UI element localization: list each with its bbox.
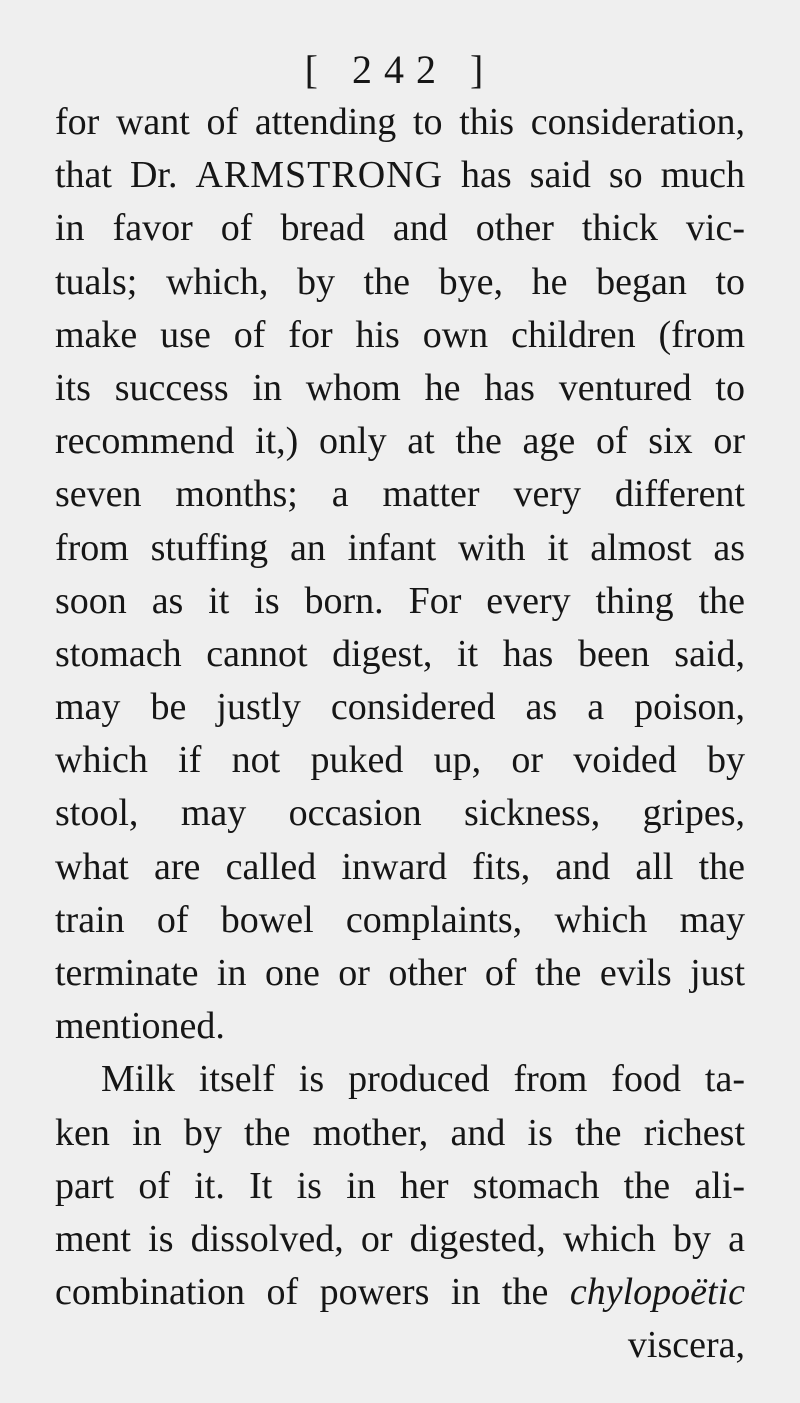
text-line: tuals; which, by the bye, he began to bbox=[55, 260, 745, 303]
page-number: [ 242 ] bbox=[304, 47, 496, 92]
catchword-line: viscera, bbox=[627, 1324, 745, 1367]
text-line: make use of for his own children (from bbox=[55, 313, 745, 356]
text-line: ment is dissolved, or digested, which by a bbox=[55, 1217, 745, 1260]
text-line: what are called inward fits, and all the bbox=[55, 845, 745, 888]
text-line: which if not puked up, or voided by bbox=[55, 739, 745, 782]
text-line: soon as it is born. For every thing the bbox=[55, 579, 745, 622]
text-line: train of bowel complaints, which may bbox=[55, 898, 745, 941]
text-line: mentioned. bbox=[55, 1005, 225, 1048]
text-line bbox=[55, 149, 745, 202]
author-name: ARMSTRONG bbox=[195, 154, 444, 197]
text-span: that Dr. bbox=[55, 154, 178, 197]
text-line: in favor of bread and other thick vic- bbox=[55, 207, 745, 250]
text-line: seven months; a matter very different bbox=[55, 473, 745, 516]
text-line: ken in by the mother, and is the richest bbox=[55, 1111, 745, 1154]
text-line: stool, may occasion sickness, gripes, bbox=[55, 792, 745, 835]
text-line: its success in whom he has ventured to bbox=[55, 366, 745, 409]
text-line: stomach cannot digest, it has been said, bbox=[55, 632, 745, 675]
text-line: terminate in one or other of the evils just bbox=[55, 952, 745, 994]
text-span: combination of powers in the bbox=[55, 1271, 549, 1314]
text-line: from stuffing an infant with it almost as bbox=[55, 526, 745, 569]
text-line bbox=[55, 1266, 745, 1319]
text-line: may be justly considered as a poison, bbox=[55, 686, 745, 729]
body-text bbox=[55, 96, 745, 1373]
text-line: part of it. It is in her stomach the ali- bbox=[55, 1164, 745, 1207]
text-span: has said so much bbox=[461, 154, 746, 197]
text-line: for want of attending to this consideration, bbox=[55, 101, 745, 143]
italic-term: chylopoëtic bbox=[569, 1271, 745, 1314]
paragraph-start-line: Milk itself is produced from food ta- bbox=[101, 1058, 745, 1101]
text-line: recommend it,) only at the age of six or bbox=[55, 420, 745, 463]
